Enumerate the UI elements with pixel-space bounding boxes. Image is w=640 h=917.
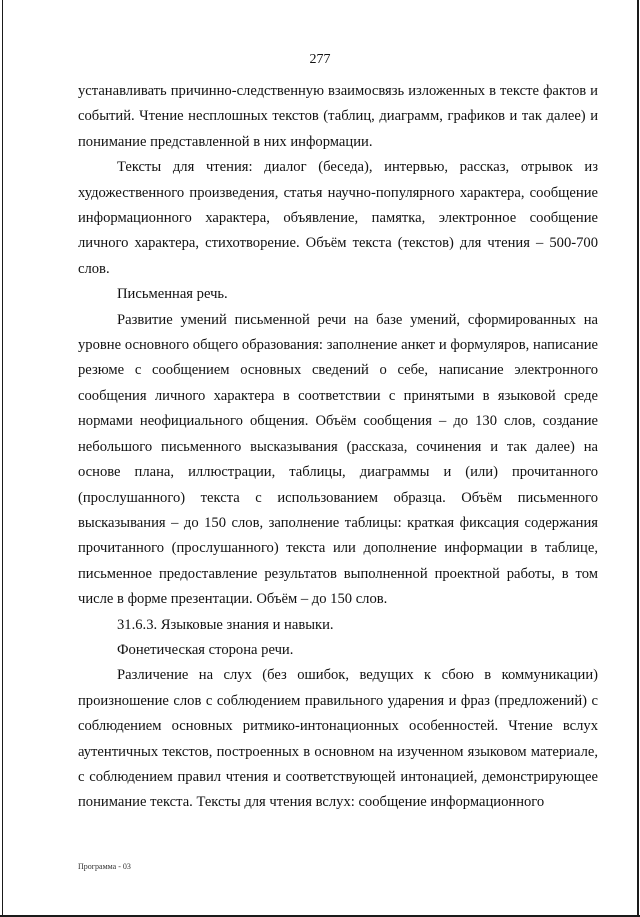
paragraph-continuation: устанавливать причинно-следственную взаимосвязь изложенных в тексте фактов и событий. Чтение несплошных текстов (таблиц, диаграмм, графиков и так далее) и понимание представленной в них информации. bbox=[78, 83, 598, 150]
footer-program-label: Программа - 03 bbox=[78, 862, 131, 871]
scan-edge-left bbox=[2, 0, 3, 917]
section-heading-language-knowledge: 31.6.3. Языковые знания и навыки. bbox=[117, 616, 334, 633]
paragraph-reading-texts: Тексты для чтения: диалог (беседа), интервью, рассказ, отрывок из художественного произведения, статья научно-популярного характера, сообщение информационного характера, объявление, памятка, электронное сообщение личного характера, стихотворение. Объём текста (текстов) для чтения – 500-700 слов. bbox=[78, 159, 598, 277]
section-heading-written-speech: Письменная речь. bbox=[117, 286, 228, 303]
scan-edge-right bbox=[637, 0, 639, 917]
page-number: 277 bbox=[309, 52, 331, 67]
paragraph-written-skills: Развитие умений письменной речи на базе умений, сформированных на уровне основного общего образования: заполнение анкет и формуляров, написание резюме с сообщением основных сведений о себе, написание электронного сообщения личного характера в соответствии с принятыми в языковой среде нормами неофициального общения. Объём сообщения – до 130 слов, создание небольшого письменного высказывания (рассказа, сочинения и так далее) на основе плана, иллюстрации, таблицы, диаграммы и (или) прочитанного (прослушанного) текста с использованием образца. Объём письменного высказывания – до 150 слов, заполнение таблицы: краткая фиксация содержания прочитанного (прослушанного) текста или дополнение информации в таблице, письменное предоставление результатов выполненной проектной работы, в том числе в форме презентации. Объём – до 150 слов. bbox=[78, 311, 598, 608]
section-heading-phonetics: Фонетическая сторона речи. bbox=[117, 641, 294, 658]
document-body bbox=[78, 79, 598, 816]
paragraph-phonetics: Различение на слух (без ошибок, ведущих к сбою в коммуникации) произношение слов с соблюдением правильного ударения и фраз (предложений) с соблюдением основных ритмико-интонационных особенностей. Чтение вслух аутентичных текстов, построенных в основном на изученном языковом материале, с соблюдением правил чтения и соответствующей интонацией, демонстрирующее понимание текста. Тексты для чтения вслух: сообщение информационного bbox=[78, 667, 598, 811]
